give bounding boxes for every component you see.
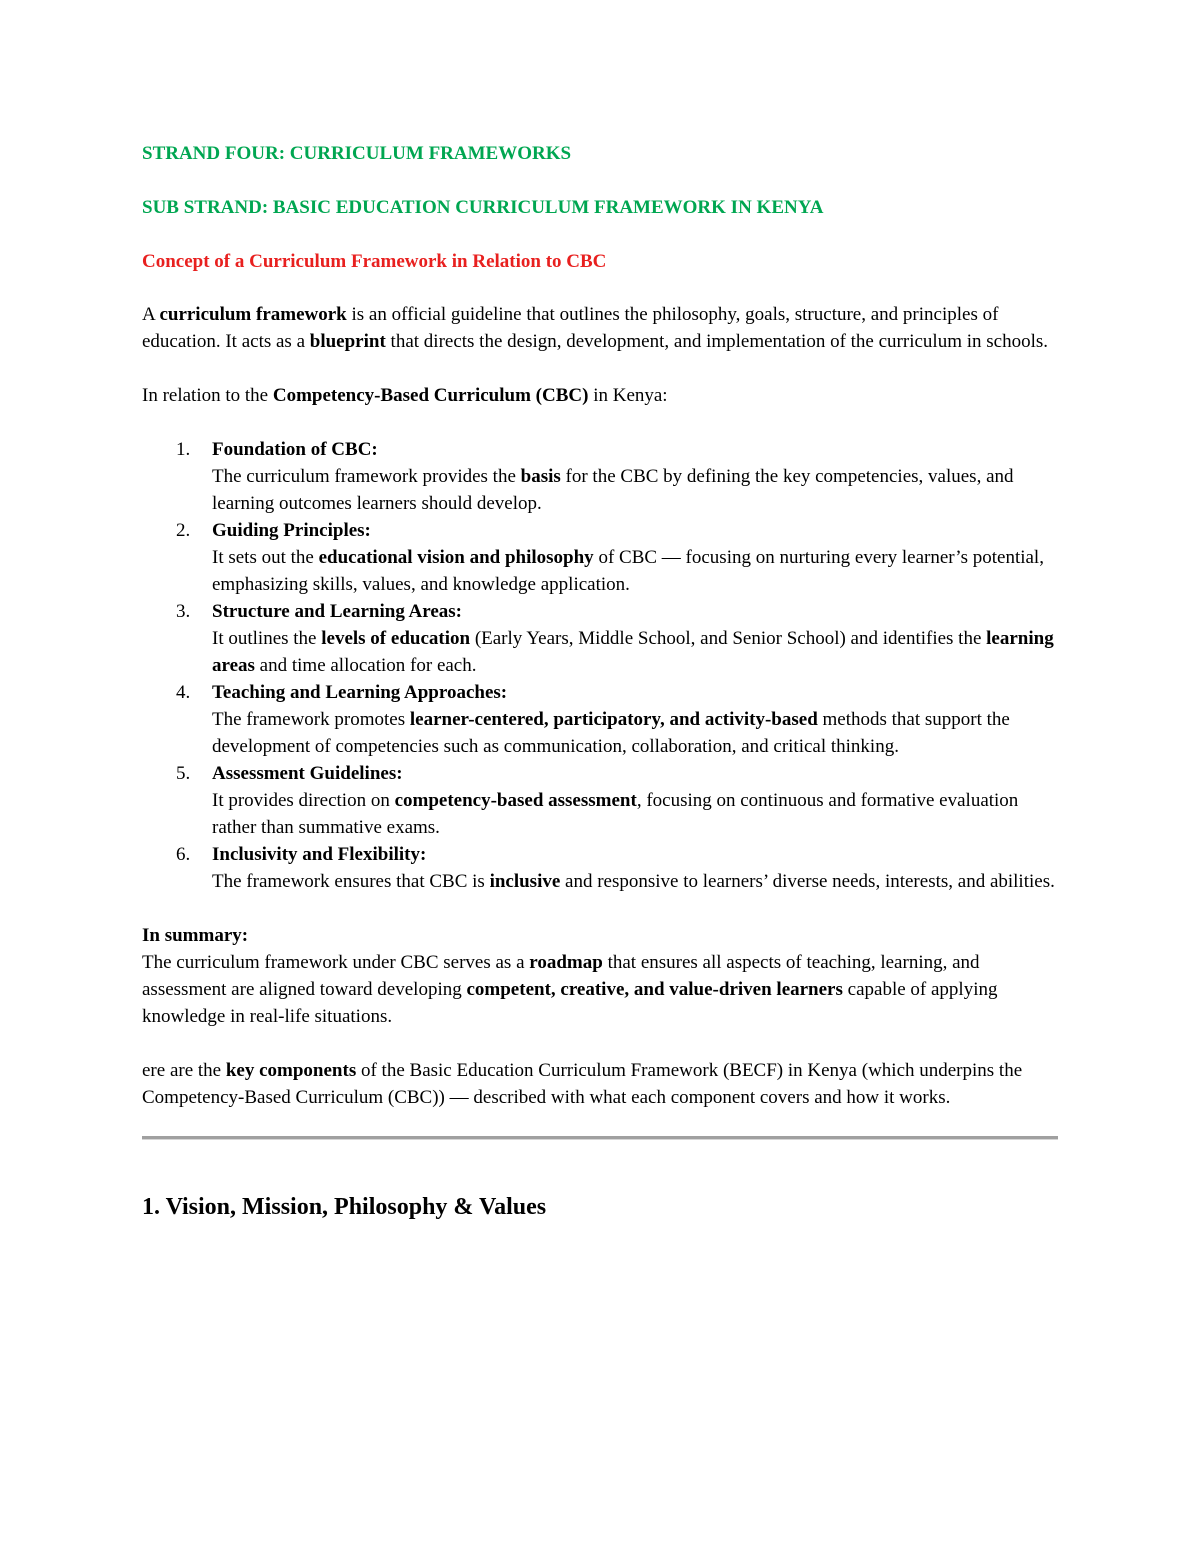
section-heading: 1. Vision, Mission, Philosophy & Values	[142, 1194, 547, 1220]
strand-title: STRAND FOUR: CURRICULUM FRAMEWORKS	[142, 143, 572, 164]
list-item: 5. Assessment Guidelines: It provides direction on competency-based assessment, focusing on continuous and formative evaluation rather than summative exams.	[142, 760, 1058, 841]
list-number: 4.	[176, 682, 191, 703]
cbc-relation-list	[142, 436, 1058, 895]
relation-paragraph: In relation to the Competency-Based Curriculum (CBC) in Kenya:	[142, 385, 668, 406]
list-item: 4. Teaching and Learning Approaches: The framework promotes learner-centered, participatory, and activity-based methods that support the development of competencies such as communication, collaboration, and critical thinking.	[142, 679, 1058, 760]
summary-paragraph: In summary: The curriculum framework under CBC serves as a roadmap that ensures all aspects of teaching, learning, and assessment are aligned toward developing competent, creative, and value-driven learners capable of applying knowledge in real-life situations.	[142, 925, 998, 1027]
list-item: 2. Guiding Principles: It sets out the educational vision and philosophy of CBC — focusing on nurturing every learner’s potential, emphasizing skills, values, and knowledge application.	[142, 517, 1058, 598]
list-item-title: Foundation of CBC:	[212, 439, 378, 460]
list-item: 3. Structure and Learning Areas: It outlines the levels of education (Early Years, Middle School, and Senior School) and identifies the learning areas and time allocation for each.	[142, 598, 1058, 679]
key-components-paragraph: ere are the key components of the Basic Education Curriculum Framework (BECF) in Kenya (which underpins the Competency-Based Curriculum (CBC)) — described with what each component covers and how it works.	[142, 1060, 1023, 1108]
list-number: 2.	[176, 520, 191, 541]
list-item: 6. Inclusivity and Flexibility: The framework ensures that CBC is inclusive and responsive to learners’ diverse needs, interests, and abilities.	[142, 841, 1058, 895]
sub-strand-title: SUB STRAND: BASIC EDUCATION CURRICULUM FRAMEWORK IN KENYA	[142, 197, 824, 218]
document-page	[142, 140, 1058, 1222]
list-item-title: Assessment Guidelines:	[212, 763, 403, 784]
list-item-title: Teaching and Learning Approaches:	[212, 682, 508, 703]
list-item-title: Structure and Learning Areas:	[212, 601, 462, 622]
list-number: 5.	[176, 763, 191, 784]
list-number: 6.	[176, 844, 191, 865]
list-item-title: Inclusivity and Flexibility:	[212, 844, 427, 865]
list-number: 3.	[176, 601, 191, 622]
summary-heading: In summary:	[142, 925, 249, 946]
list-item: 1. Foundation of CBC: The curriculum framework provides the basis for the CBC by defining the key competencies, values, and learning outcomes learners should develop.	[142, 436, 1058, 517]
concept-heading: Concept of a Curriculum Framework in Relation to CBC	[142, 251, 607, 272]
definition-paragraph: A curriculum framework is an official guideline that outlines the philosophy, goals, structure, and principles of education. It acts as a blueprint that directs the design, development, and implementation of the curriculum in schools.	[142, 304, 1048, 352]
list-item-title: Guiding Principles:	[212, 520, 371, 541]
list-number: 1.	[176, 439, 191, 460]
